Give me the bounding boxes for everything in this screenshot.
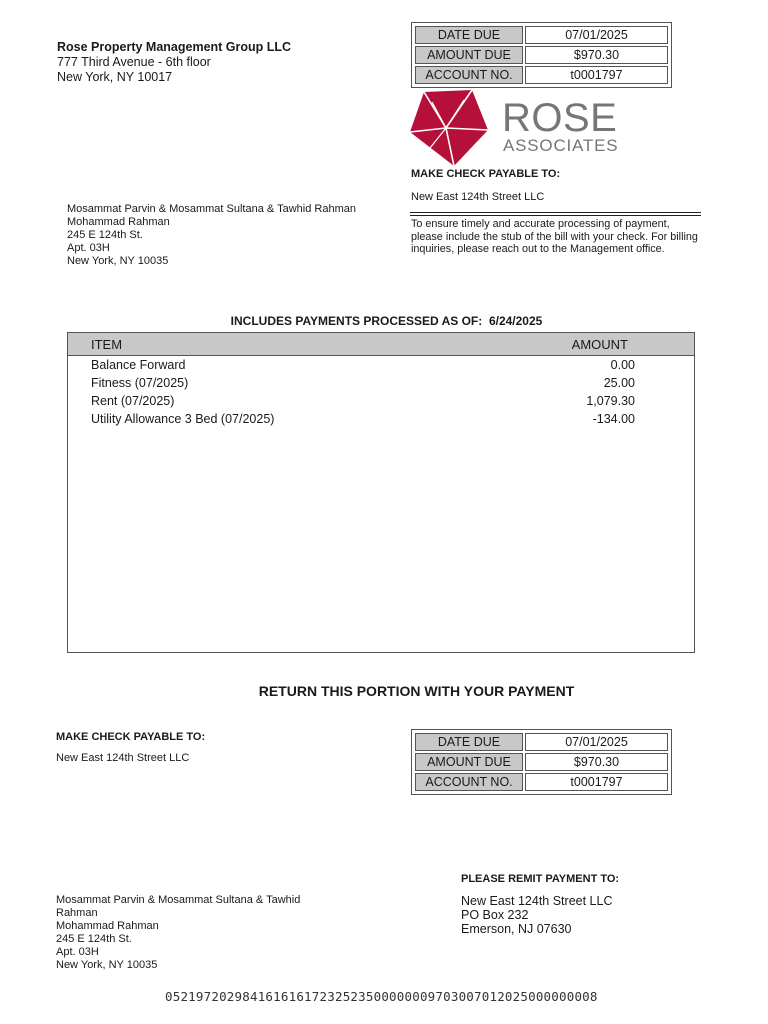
remit-line3: Emerson, NJ 07630 bbox=[461, 922, 572, 936]
stub-summary-box bbox=[411, 729, 672, 795]
charges-table bbox=[67, 332, 695, 653]
table-row bbox=[68, 358, 694, 376]
divider bbox=[410, 215, 701, 216]
stub-amount-due-value: $970.30 bbox=[525, 753, 668, 771]
row-amount: -134.00 bbox=[592, 412, 635, 426]
row-amount: 25.00 bbox=[603, 376, 635, 390]
stub-account-no-label: ACCOUNT NO. bbox=[415, 773, 523, 791]
table-row bbox=[68, 412, 694, 430]
charges-table-header bbox=[68, 333, 694, 356]
payment-notice: To ensure timely and accurate processing of payment, please include the stub of the bill with your check. For billing inquiries, please reach out to the Management office. bbox=[411, 218, 698, 256]
column-header-amount: AMOUNT bbox=[571, 337, 628, 352]
stub-payable-header: MAKE CHECK PAYABLE TO: bbox=[56, 731, 206, 743]
stub-tenant-line1b: Rahman bbox=[56, 907, 98, 919]
logo-subtitle: ASSOCIATES bbox=[503, 136, 619, 155]
stub-amount-due-label: AMOUNT DUE bbox=[415, 753, 523, 771]
stub-date-due-value: 07/01/2025 bbox=[525, 733, 668, 751]
table-row bbox=[68, 394, 694, 412]
row-item: Balance Forward bbox=[91, 358, 186, 372]
account-no-label: ACCOUNT NO. bbox=[415, 66, 523, 84]
tenant-line5: New York, NY 10035 bbox=[67, 255, 169, 267]
row-item: Rent (07/2025) bbox=[91, 394, 175, 408]
bill-summary-box bbox=[411, 22, 672, 88]
sender-address-line1: 777 Third Avenue - 6th floor bbox=[57, 55, 211, 69]
logo-wordmark: ROSE bbox=[502, 96, 618, 140]
row-item: Fitness (07/2025) bbox=[91, 376, 189, 390]
row-amount: 0.00 bbox=[610, 358, 635, 372]
stub-tenant-line5: New York, NY 10035 bbox=[56, 959, 158, 971]
row-item: Utility Allowance 3 Bed (07/2025) bbox=[91, 412, 275, 426]
sender-address-line2: New York, NY 10017 bbox=[57, 70, 173, 84]
processed-label: INCLUDES PAYMENTS PROCESSED AS OF: bbox=[230, 314, 483, 328]
remit-address bbox=[461, 894, 612, 936]
account-no-value: t0001797 bbox=[525, 66, 668, 84]
remit-line1: New East 124th Street LLC bbox=[461, 894, 613, 908]
stub-tenant-line2: Mohammad Rahman bbox=[56, 920, 159, 932]
tenant-line2: Mohammad Rahman bbox=[67, 216, 170, 228]
stub-tenant-address bbox=[56, 894, 300, 972]
stub-tenant-line3: 245 E 124th St. bbox=[56, 933, 132, 945]
return-portion-title: RETURN THIS PORTION WITH YOUR PAYMENT bbox=[258, 683, 575, 699]
tenant-line4: Apt. 03H bbox=[67, 242, 110, 254]
rose-logo-mark-icon bbox=[410, 88, 490, 166]
stub-tenant-line1a: Mosammat Parvin & Mosammat Sultana & Tawhid bbox=[56, 894, 301, 906]
remit-header: PLEASE REMIT PAYMENT TO: bbox=[461, 873, 620, 885]
row-amount: 1,079.30 bbox=[586, 394, 635, 408]
stub-payable-payee: New East 124th Street LLC bbox=[56, 752, 190, 764]
tenant-line1: Mosammat Parvin & Mosammat Sultana & Tawhid Rahman bbox=[67, 203, 356, 215]
remit-line2: PO Box 232 bbox=[461, 908, 529, 922]
table-row bbox=[68, 376, 694, 394]
rose-associates-logo bbox=[410, 88, 620, 166]
divider bbox=[410, 212, 701, 213]
date-due-label: DATE DUE bbox=[415, 26, 523, 44]
amount-due-label: AMOUNT DUE bbox=[415, 46, 523, 64]
date-due-value: 07/01/2025 bbox=[525, 26, 668, 44]
sender-address bbox=[57, 40, 291, 85]
payable-header: MAKE CHECK PAYABLE TO: bbox=[411, 168, 561, 180]
stub-date-due-label: DATE DUE bbox=[415, 733, 523, 751]
stub-account-no-value: t0001797 bbox=[525, 773, 668, 791]
processed-date: 6/24/2025 bbox=[488, 314, 543, 328]
payable-payee: New East 124th Street LLC bbox=[411, 191, 545, 203]
tenant-address bbox=[67, 203, 356, 268]
tenant-line3: 245 E 124th St. bbox=[67, 229, 143, 241]
stub-tenant-line4: Apt. 03H bbox=[56, 946, 99, 958]
ocr-scan-line: 05219720298416161617232523500000009703007012025000000008 bbox=[165, 989, 598, 1004]
processed-as-of bbox=[0, 314, 768, 328]
amount-due-value: $970.30 bbox=[525, 46, 668, 64]
column-header-item: ITEM bbox=[91, 337, 123, 352]
sender-name: Rose Property Management Group LLC bbox=[57, 40, 292, 54]
